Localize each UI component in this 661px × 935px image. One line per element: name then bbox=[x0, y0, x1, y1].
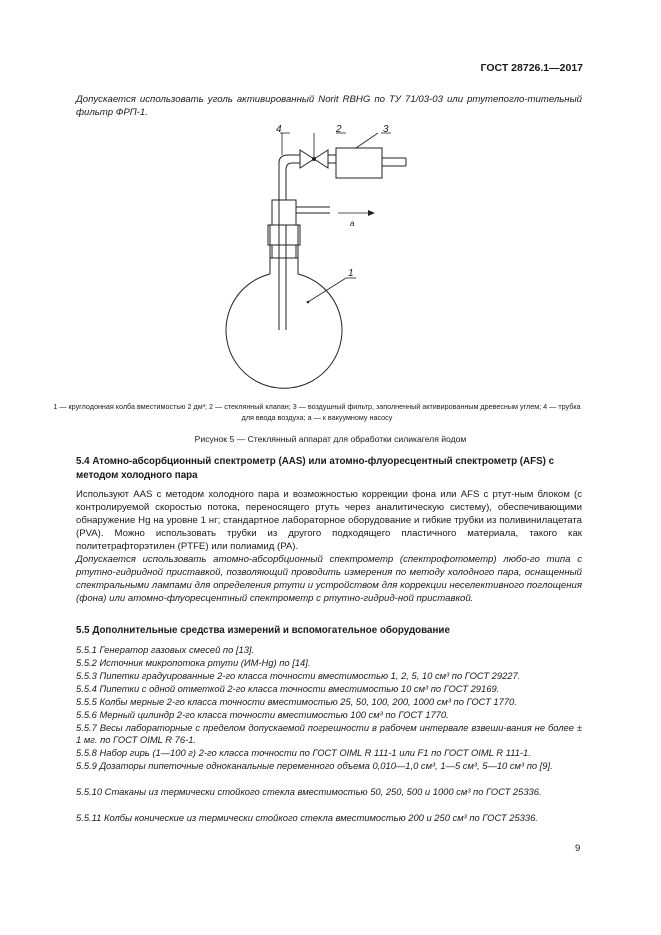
page-number: 9 bbox=[575, 843, 581, 854]
intro-paragraph: Допускается использовать уголь активированный Norit RBHG по ТУ 71/03-03 или ртутепогло-тительный фильтр ФРП-1. bbox=[76, 94, 582, 118]
label-a: a bbox=[350, 219, 355, 228]
list-item: 5.5.3 Пипетки градуированные 2-го класса точности вместимостью 1, 2, 5, 10 см³ по ГОСТ 29227. bbox=[76, 670, 521, 681]
label-4: 4 bbox=[276, 124, 282, 135]
list-item: 5.5.4 Пипетки с одной отметкой 2-го класса точности вместимостью 10 см³ по ГОСТ 29169. bbox=[76, 683, 500, 694]
glass-valve bbox=[300, 150, 314, 168]
list-item: 5.5.6 Мерный цилиндр 2-го класса точности вместимостью 100 см³ по ГОСТ 1770. bbox=[76, 709, 449, 720]
label-1: 1 bbox=[348, 268, 354, 279]
air-filter bbox=[336, 148, 382, 178]
figure-legend: 1 — круглодонная колба вместимостью 2 дм³; 2 — стеклянный клапан; 3 — воздушный фильтр, заполненный активированным древесным углем; 4 — трубка для ввода воздуха; a — к вакуумному насосу bbox=[53, 402, 581, 422]
section-5-5-title: 5.5 Дополнительные средства измерений и вспомогательное оборудование bbox=[76, 625, 450, 636]
section-5-4-paragraph-1: Используют AAS с методом холодного пара и возможностью коррекции фона или AFS с ртут-ным блоком (с контролируемой скоростью потока, переносящего ртуть через аналитическую систему), обеспечивающими обнаружение Hg на уровне 1 нг; стандартное лабораторное оборудование и гибкие трубки из поливинилацетата (PVA). Можно использовать трубки из другого подходящего пластичного материала, такого как политетрафторэтилен (PTFE) или полиамид (PA). bbox=[76, 489, 582, 552]
section-5-4-paragraph-2: Допускается использовать атомно-абсорбционный спектрометр (спектрофотометр) любо-го типа с ртутно-гидридной приставкой, позволяющий проводить измерения по методу холодного пара, оснащенный спектральными лампами для определения ртути и устройством для коррекции неселективного поглощения (фона) или атомно-флуоресцентный спектрометр с ртутно-гидрид-ной приставкой. bbox=[76, 554, 582, 604]
list-item: 5.5.7 Весы лабораторные с пределом допускаемой погрешности в рабочем интервале взвеши-вания не более ± 1 мг. по ГОСТ OIML R 76-1. bbox=[76, 722, 582, 745]
section-5-4-title: 5.4 Атомно-абсорбционный спектрометр (AAS) или атомно-флуоресцентный спектрометр (AFS) с методом холодного пара bbox=[76, 456, 555, 481]
list-item: 5.5.11 Колбы конические из термически стойкого стекла вместимостью 200 и 250 см³ по ГОСТ 25336. bbox=[76, 812, 538, 823]
list-item: 5.5.1 Генератор газовых смесей по [13]. bbox=[76, 644, 255, 655]
inner-tube bbox=[279, 163, 286, 330]
label-3: 3 bbox=[383, 124, 389, 135]
list-item: 5.5.10 Стаканы из термически стойкого стекла вместимостью 50, 250, 500 и 1000 см³ по ГОСТ 25336. bbox=[76, 786, 542, 797]
list-item: 5.5.8 Набор гирь (1—100 г) 2-го класса точности по ГОСТ OIML R 111-1 или F1 по ГОСТ OIML R 111-1. bbox=[76, 747, 531, 758]
list-item: 5.5.2 Источник микропотока ртути (ИМ-Hg) по [14]. bbox=[76, 657, 311, 668]
document-id: ГОСТ 28726.1—2017 bbox=[480, 62, 583, 74]
vacuum-outlet bbox=[296, 207, 330, 213]
ground-joint bbox=[268, 225, 300, 245]
stopper bbox=[272, 200, 296, 225]
list-item: 5.5.9 Дозаторы пипеточные одноканальные переменного объема 0,010—1,0 см³, 1—5 см³, 5—10 см³ по [9]. bbox=[76, 760, 553, 771]
label-2: 2 bbox=[336, 124, 342, 135]
flask-neck bbox=[270, 225, 298, 274]
figure-caption: Рисунок 5 — Стеклянный аппарат для обработки силикагеля йодом bbox=[194, 434, 467, 444]
list-item: 5.5.5 Колбы мерные 2-го класса точности вместимостью 25, 50, 100, 200, 1000 см³ по ГОСТ 1770. bbox=[76, 696, 517, 707]
air-inlet-tube bbox=[288, 155, 300, 163]
